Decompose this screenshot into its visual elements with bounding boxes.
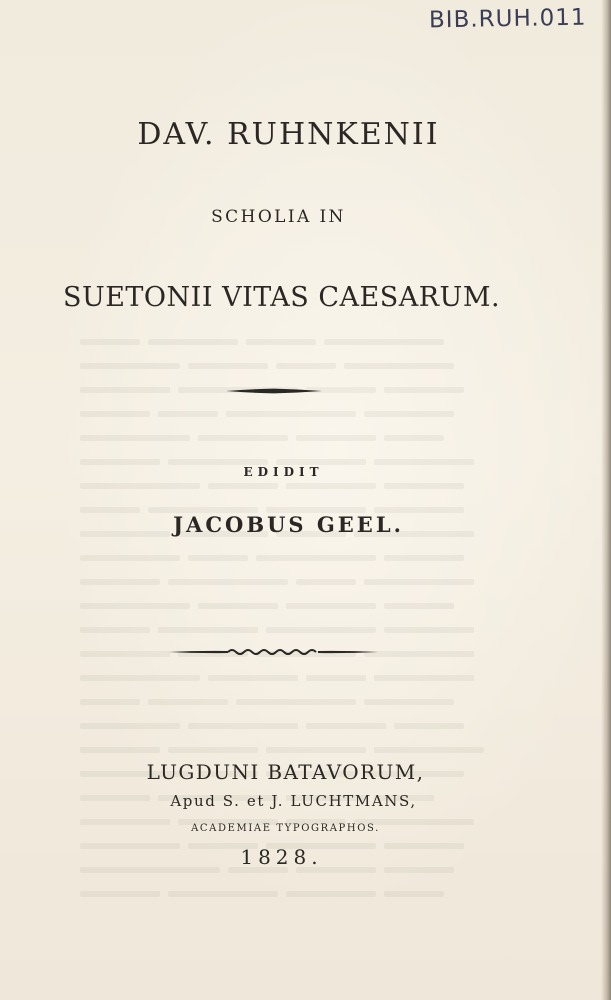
imprint-publisher: Apud S. et J. LUCHTMANS, <box>170 792 417 810</box>
editor-name: JACOBUS GEEL. <box>173 512 404 537</box>
handwritten-shelfmark: BIB.RUH.011 <box>428 4 587 34</box>
author-name: DAV. RUHNKENII <box>137 117 440 152</box>
imprint-year: 1828. <box>240 845 323 869</box>
imprint-publisher-role: ACADEMIAE TYPOGRAPHOS. <box>191 823 380 834</box>
work-title: SUETONII VITAS CAESARUM. <box>62 282 501 313</box>
binding-edge-shadow <box>601 0 611 1000</box>
editor-prefix: EDIDIT <box>243 465 324 479</box>
ornamental-rule-wavy <box>168 646 378 658</box>
ornamental-rule-short <box>226 386 322 396</box>
subtitle: SCHOLIA IN <box>211 207 346 227</box>
imprint-place: LUGDUNI BATAVORUM, <box>146 760 425 784</box>
